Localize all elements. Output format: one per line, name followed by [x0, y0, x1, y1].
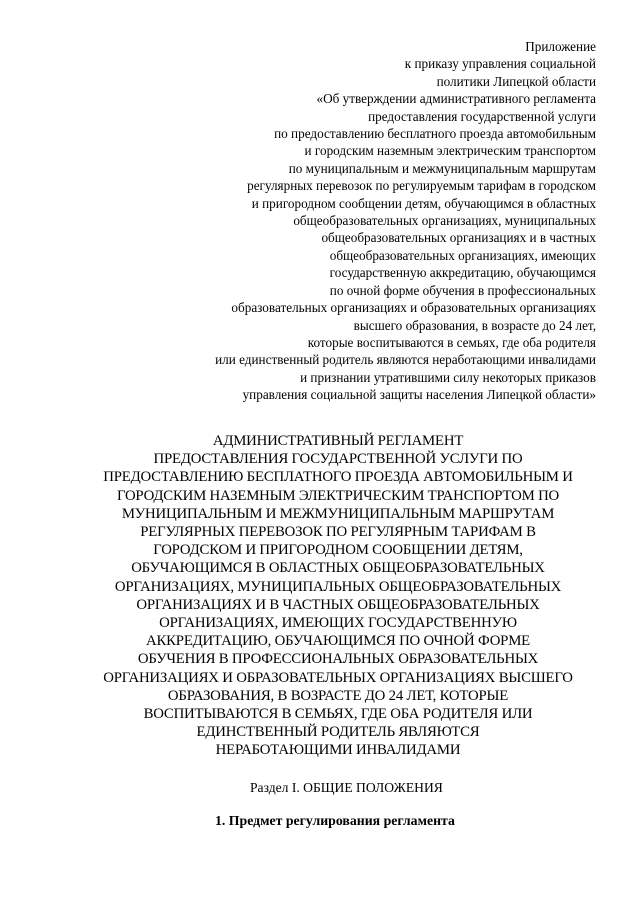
- appendix-line: государственную аккредитацию, обучающимся: [329, 265, 596, 281]
- title-line: МУНИЦИПАЛЬНЫМ И МЕЖМУНИЦИПАЛЬНЫМ МАРШРУТАМ: [121, 505, 555, 522]
- appendix-line: высшего образования, в возрасте до 24 лет,: [353, 317, 596, 333]
- appendix-line: Приложение: [525, 39, 596, 54]
- appendix-line: «Об утверждении административного регламента: [316, 91, 596, 107]
- title-line: ОРГАНИЗАЦИЯХ И ОБРАЗОВАТЕЛЬНЫХ ОРГАНИЗАЦИЯХ ВЫСШЕГО: [103, 669, 573, 686]
- title-line: АДМИНИСТРАТИВНЫЙ РЕГЛАМЕНТ: [212, 433, 464, 449]
- appendix-line: по муниципальным и межмуниципальным маршрутам: [288, 160, 596, 176]
- title-line: НЕРАБОТАЮЩИМИ ИНВАЛИДАМИ: [215, 742, 461, 759]
- appendix-line: общеобразовательных организациях, имеющих: [329, 247, 596, 263]
- appendix-line: политики Липецкой области: [436, 73, 596, 89]
- title-line: ПРЕДОСТАВЛЕНИЯ ГОСУДАРСТВЕННОЙ УСЛУГИ ПО: [153, 451, 523, 468]
- title-line: ГОРОДСКОМ И ПРИГОРОДНОМ СООБЩЕНИИ ДЕТЯМ,: [153, 542, 523, 559]
- title-line: АККРЕДИТАЦИЮ, ОБУЧАЮЩИМСЯ ПО ОЧНОЙ ФОРМЕ: [145, 633, 531, 650]
- appendix-line: и пригородном сообщении детям, обучающимся в областных: [251, 195, 596, 211]
- appendix-line: и городским наземным электрическим транспортом: [304, 143, 596, 159]
- appendix-line: по предоставлению бесплатного проезда автомобильным: [274, 126, 596, 142]
- document-title: [70, 432, 606, 760]
- appendix-line: или единственный родитель являются неработающими инвалидами: [215, 352, 596, 368]
- appendix-line: по очной форме обучения в профессиональных: [329, 282, 596, 298]
- title-line: ГОРОДСКИМ НАЗЕМНЫМ ЭЛЕКТРИЧЕСКИМ ТРАНСПОРТОМ ПО: [116, 487, 560, 504]
- title-line: ОРГАНИЗАЦИЯХ, ИМЕЮЩИХ ГОСУДАРСТВЕННУЮ: [159, 615, 517, 632]
- title-line: ЕДИНСТВЕННЫЙ РОДИТЕЛЬ ЯВЛЯЮТСЯ: [196, 724, 480, 741]
- appendix-line: общеобразовательных организациях, муниципальных: [293, 213, 596, 229]
- appendix-line: к приказу управления социальной: [404, 56, 596, 72]
- appendix-line: образовательных организациях и образовательных организациях: [231, 300, 596, 316]
- title-line: ОРГАНИЗАЦИЯХ И В ЧАСТНЫХ ОБЩЕОБРАЗОВАТЕЛЬНЫХ: [136, 596, 540, 613]
- title-line: РЕГУЛЯРНЫХ ПЕРЕВОЗОК ПО РЕГУЛЯРНЫМ ТАРИФАМ В: [140, 524, 536, 541]
- appendix-line: которые воспитываются в семьях, где оба родителя: [307, 334, 596, 350]
- appendix-line: общеобразовательных организациях и в частных: [321, 230, 596, 246]
- title-line: ОРГАНИЗАЦИЯХ, МУНИЦИПАЛЬНЫХ ОБЩЕОБРАЗОВАТЕЛЬНЫХ: [114, 578, 562, 595]
- section-heading: Раздел I. ОБЩИЕ ПОЛОЖЕНИЯ: [250, 780, 443, 795]
- title-line: ОБРАЗОВАНИЯ, В ВОЗРАСТЕ ДО 24 ЛЕТ, КОТОРЫЕ: [167, 687, 509, 704]
- appendix-line: управления социальной защиты населения Липецкой области»: [242, 387, 596, 403]
- title-line: ОБУЧАЮЩИМСЯ В ОБЛАСТНЫХ ОБЩЕОБРАЗОВАТЕЛЬНЫХ: [131, 560, 545, 577]
- title-line: ОБУЧЕНИЯ В ПРОФЕССИОНАЛЬНЫХ ОБРАЗОВАТЕЛЬНЫХ: [137, 651, 539, 668]
- subsection-heading: 1. Предмет регулирования регламента: [215, 813, 455, 828]
- appendix-line: предоставления государственной услуги: [368, 108, 596, 124]
- appendix-note: [140, 38, 596, 404]
- title-line: ПРЕДОСТАВЛЕНИЮ БЕСПЛАТНОГО ПРОЕЗДА АВТОМОБИЛЬНЫМ И: [103, 469, 573, 486]
- appendix-line: и признании утратившими силу некоторых приказов: [300, 369, 596, 385]
- appendix-line: регулярных перевозок по регулируемым тарифам в городском: [247, 178, 596, 194]
- title-line: ВОСПИТЫВАЮТСЯ В СЕМЬЯХ, ГДЕ ОБА РОДИТЕЛЯ ИЛИ: [143, 706, 533, 723]
